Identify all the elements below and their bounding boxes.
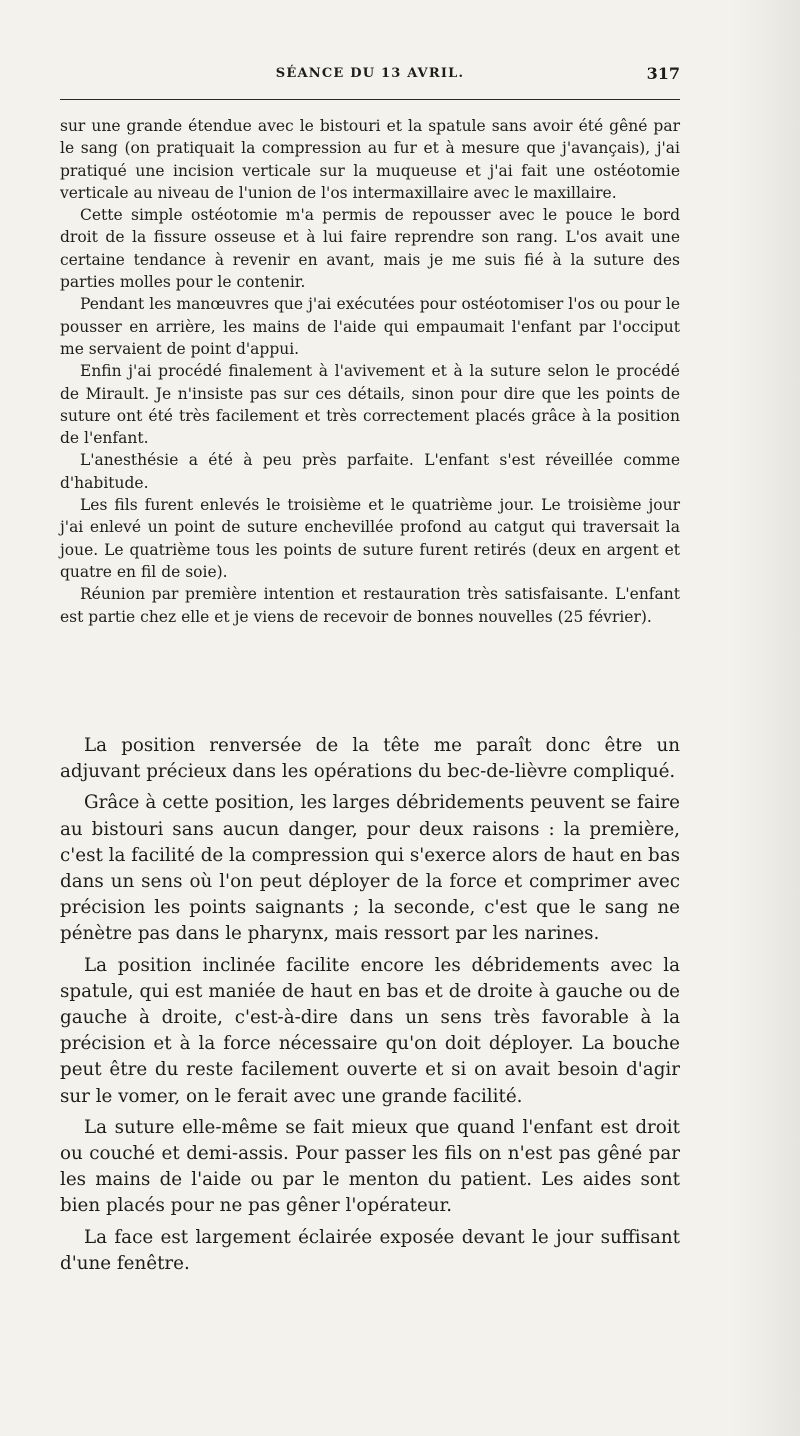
paragraph: Enfin j'ai procédé finalement à l'avivement et à la suture selon le procédé de Mirault. Je n'insiste pas sur ces détails, sinon pour dire que les points de suture ont été très facilement et très correctement placés grâce à la position de l'enfant. <box>60 362 680 448</box>
paragraph: La position renversée de la tête me paraît donc être un adjuvant précieux dans les opérations du bec-de-lièvre compliqué. <box>60 735 680 783</box>
page-number: 317 <box>646 64 680 83</box>
header-rule <box>60 99 680 100</box>
page-edge-shading <box>730 0 800 1436</box>
paragraph: L'anesthésie a été à peu près parfaite. L'enfant s'est réveillée comme d'habitude. <box>60 451 680 492</box>
paragraph: La position inclinée facilite encore les débridements avec la spatule, qui est maniée de haut en bas et de droite à gauche ou de gauche à droite, c'est-à-dire dans un sens très favorable à la précision et à la force nécessaire qu'on doit déployer. La bouche peut être du reste facilement ouverte et si on avait besoin d'agir sur le vomer, on le ferait avec une grande facilité. <box>60 954 680 1107</box>
running-head: SÉANCE DU 13 AVRIL. <box>275 66 465 81</box>
paragraph: Réunion par première intention et restauration très satisfaisante. L'enfant est partie chez elle et je viens de recevoir de bonnes nouvelles (25 février). <box>60 585 680 626</box>
page-header <box>60 64 680 86</box>
paragraph: La suture elle-même se fait mieux que quand l'enfant est droit ou couché et demi-assis. Pour passer les fils on n'est pas gêné par les mains de l'aide ou par le menton du patient. Les aides sont bien placés pour ne pas gêner l'opérateur. <box>60 1116 680 1217</box>
paragraph: Cette simple ostéotomie m'a permis de repousser avec le pouce le bord droit de la fissure osseuse et à lui faire reprendre son rang. L'os avait une certaine tendance à revenir en avant, mais je me suis fié à la suture des parties molles pour le contenir. <box>60 206 680 292</box>
paragraph: sur une grande étendue avec le bistouri et la spatule sans avoir été gêné par le sang (on pratiquait la compression au fur et à mesure que j'avançais), j'ai pratiqué une incision verticale sur la muqueuse et j'ai fait une ostéotomie verticale au niveau de l'union de l'os intermaxillaire avec le maxillaire. <box>60 117 680 202</box>
paragraph: Pendant les manœuvres que j'ai exécutées pour ostéotomiser l'os ou pour le pousser en arrière, les mains de l'aide qui empaumait l'enfant par l'occiput me servaient de point d'appui. <box>60 295 680 358</box>
paragraph: Grâce à cette position, les larges débridements peuvent se faire au bistouri sans aucun danger, pour deux raisons : la première, c'est la facilité de la compression qui s'exerce alors de haut en bas dans un sens où l'on peut déployer de la force et comprimer avec précision les points saignants ; la seconde, c'est que le sang ne pénètre pas dans le pharynx, mais ressort par les narines. <box>60 792 680 945</box>
paragraph: La face est largement éclairée exposée devant le jour suffisant d'une fenêtre. <box>60 1226 680 1274</box>
case-report-text <box>60 115 680 628</box>
main-body-text <box>60 733 680 1282</box>
paragraph: Les fils furent enlevés le troisième et le quatrième jour. Le troisième jour j'ai enlevé un point de suture enchevillée profond au catgut qui traversait la joue. Le quatrième tous les points de suture furent retirés (deux en argent et quatre en fil de soie). <box>60 496 680 581</box>
